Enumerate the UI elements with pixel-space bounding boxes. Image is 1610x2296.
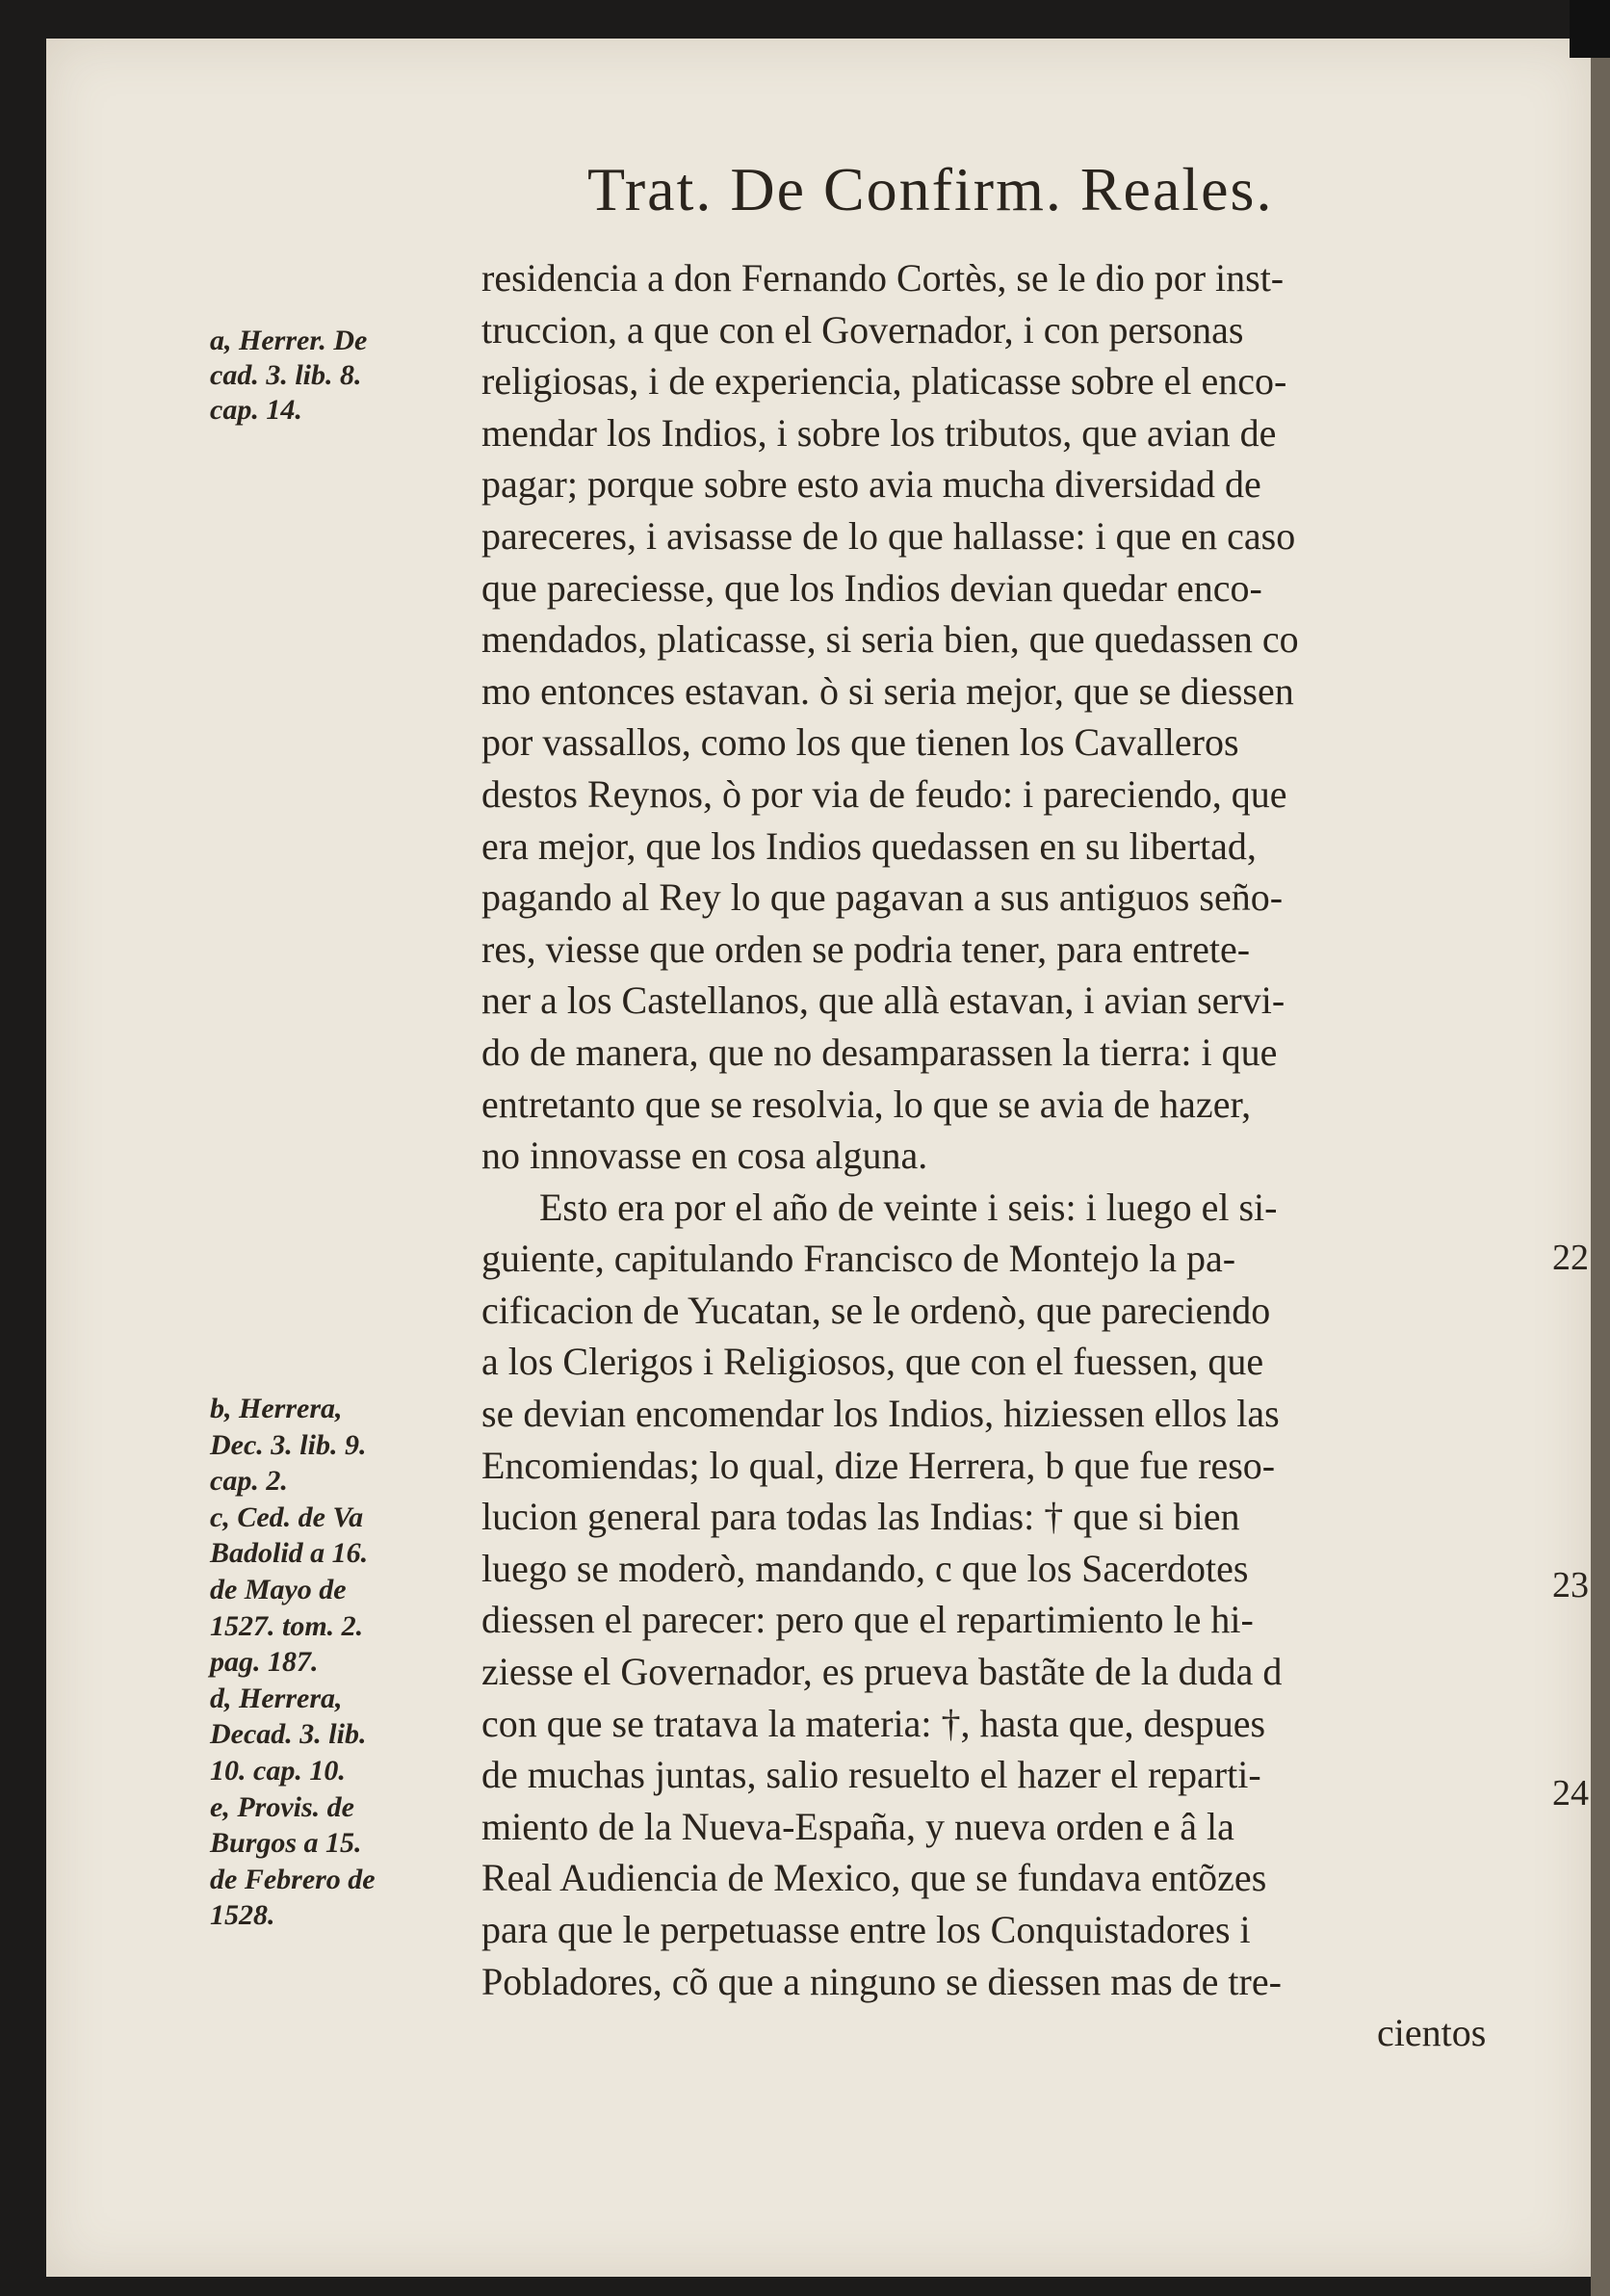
margin-note-line: b, Herrera, (210, 1393, 343, 1424)
margin-note-line: d, Herrera, (210, 1682, 343, 1714)
margin-note-line: Decad. 3. lib. (210, 1718, 367, 1751)
text-line: pagar; porque sobre esto avia mucha diversidad de (481, 462, 1261, 507)
text-line: mo entonces estavan. ò si seria mejor, que se diessen (481, 668, 1294, 713)
text-line: por vassallos, como los que tienen los Cavalleros (481, 720, 1239, 765)
text-line: era mejor, que los Indios quedassen en su libertad, (481, 823, 1257, 868)
running-header: Trat. De Confirm. Reales. (587, 155, 1274, 223)
margin-note-a (210, 324, 470, 428)
text-line: res, viesse que orden se podria tener, para entrete- (481, 926, 1251, 971)
text-line: do de manera, que no desamparassen la tierra: i que (481, 1030, 1278, 1074)
text-line: lucion general para todas las Indias: † que si bien (481, 1495, 1240, 1539)
margin-note-line: 1527. tom. 2. (210, 1609, 364, 1642)
paragraph-number: 23 (1552, 1565, 1589, 1605)
text-line: que pareciesse, que los Indios devian quedar enco- (481, 565, 1262, 610)
main-text (481, 252, 1541, 2059)
text-line: ner a los Castellanos, que allà estavan, i avian servi- (481, 978, 1285, 1023)
text-line: religiosas, i de experiencia, platicasse sobre el enco- (481, 359, 1287, 404)
margin-note-line: c, Ced. de Va (210, 1500, 364, 1533)
text-line: pareceres, i avisasse de lo que hallasse: i que en caso (481, 513, 1296, 558)
text-line: para que le perpetuasse entre los Conquistadores i (481, 1908, 1251, 1951)
margin-note-line: Dec. 3. lib. 9. (210, 1428, 367, 1461)
margin-note-line: 10. cap. 10. (210, 1754, 346, 1787)
text-line: se devian encomendar los Indios, hiziessen ellos las (481, 1392, 1280, 1436)
text-line: no innovasse en cosa alguna. (481, 1134, 928, 1178)
text-line: Esto era por el año de veinte i seis: i luego el si- (539, 1185, 1278, 1229)
text-line: guiente, capitulando Francisco de Montejo la pa- (481, 1237, 1236, 1281)
margin-note-line: cad. 3. lib. 8. (210, 359, 362, 391)
margin-note-line: Badolid a 16. (210, 1537, 369, 1570)
text-line: ziesse el Governador, es prueva bastãte de la duda d (481, 1650, 1283, 1694)
text-line: Pobladores, cõ que a ninguno se diessen mas de tre- (481, 1959, 1282, 2003)
paragraph-number: 22 (1552, 1238, 1589, 1278)
text-line: mendar los Indios, i sobre los tributos, que avian de (481, 410, 1277, 455)
margin-note-line: a, Herrer. De (210, 325, 368, 356)
text-line: miento de la Nueva-España, y nueva orden e â la (481, 1804, 1234, 1848)
text-line: mendados, platicasse, si seria bien, que quedassen co (481, 617, 1299, 662)
text-line: luego se moderò, mandando, c que los Sacerdotes (481, 1546, 1249, 1590)
text-line: residencia a don Fernando Cortès, se le dio por inst- (481, 256, 1285, 300)
margin-note-line: Burgos a 15. (210, 1827, 362, 1860)
text-line: de muchas juntas, salio resuelto el hazer el reparti- (481, 1753, 1261, 1797)
text-line: con que se tratava la materia: †, hasta que, despues (481, 1701, 1266, 1745)
text-line: entretanto que se resolvia, lo que se avia de hazer, (481, 1082, 1252, 1126)
scan-corner (1570, 0, 1610, 58)
text-line: cificacion de Yucatan, se le ordenò, que pareciendo (481, 1288, 1271, 1332)
margin-note-line: pag. 187. (210, 1646, 319, 1679)
margin-notes-b-to-e (210, 1391, 470, 1934)
text-line: diessen el parecer: pero que el repartimiento le hi- (481, 1598, 1254, 1642)
margin-note-line: de Febrero de (210, 1863, 376, 1895)
text-line: pagando al Rey lo que pagavan a sus antiguos seño- (481, 875, 1284, 920)
text-line: Real Audiencia de Mexico, que se fundava entõzes (481, 1856, 1267, 1900)
margin-note-line: e, Provis. de (210, 1790, 354, 1823)
margin-note-line: cap. 14. (210, 394, 302, 426)
text-line: destos Reynos, ò por via de feudo: i pareciendo, que (481, 771, 1287, 816)
text-line: a los Clerigos i Religiosos, que con el fuessen, que (481, 1340, 1264, 1384)
text-line: Encomiendas; lo qual, dize Herrera, b que fue reso- (481, 1443, 1276, 1487)
margin-note-line: 1528. (210, 1899, 275, 1932)
margin-note-line: de Mayo de (210, 1573, 347, 1605)
margin-note-line: cap. 2. (210, 1465, 288, 1498)
text-line: truccion, a que con el Governador, i con personas (481, 307, 1244, 352)
catchword: cientos (1377, 2011, 1487, 2055)
paragraph-number: 24 (1552, 1773, 1589, 1813)
page-edge (1591, 0, 1610, 2296)
